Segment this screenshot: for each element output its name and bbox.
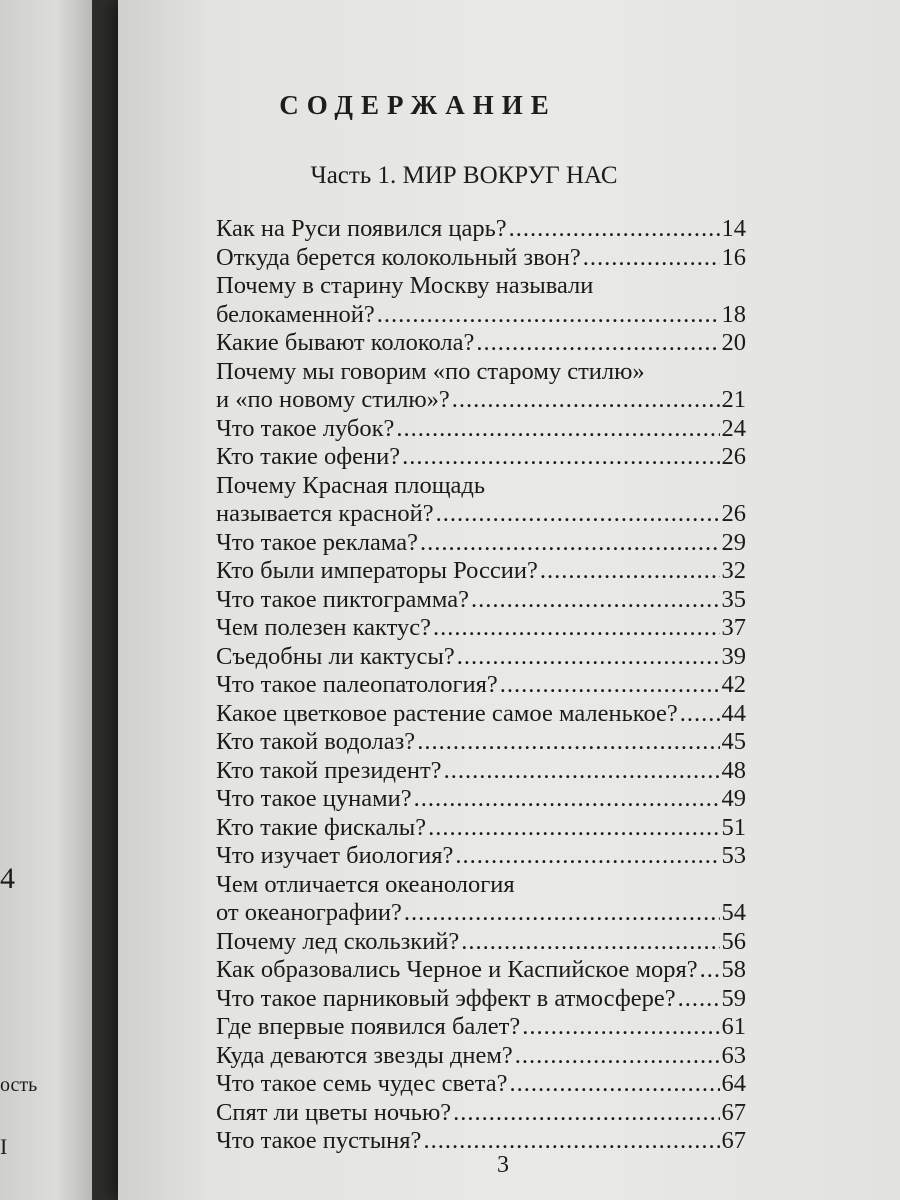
part-heading: Часть 1. МИР ВОКРУГ НАС	[310, 162, 618, 189]
toc-entry-title: Что такое семь чудес света?	[216, 1070, 508, 1097]
dot-leader	[476, 329, 719, 358]
toc-entry	[216, 671, 746, 700]
dot-leader	[402, 443, 719, 472]
toc-entry-row	[216, 1013, 746, 1042]
toc-entry-page: 16	[721, 243, 746, 271]
toc-entry-row	[216, 614, 746, 643]
toc-entry	[216, 1013, 746, 1042]
toc-entry-title: Кто такой президент?	[216, 756, 442, 784]
left-page-fragment: ость	[0, 1074, 38, 1096]
toc-entry-title: белокаменной?	[216, 300, 375, 328]
toc-entry	[216, 557, 746, 586]
toc-entry-title: и «по новому стилю»?	[216, 386, 450, 413]
toc-entry-row	[216, 842, 746, 871]
toc-entry-page: 32	[721, 557, 746, 584]
dot-leader	[461, 928, 719, 957]
toc-entry-page: 20	[721, 329, 746, 356]
toc-entry-title-first-line: Чем отличается океанология	[216, 870, 515, 898]
toc-entry	[216, 1042, 746, 1071]
toc-entry	[216, 472, 746, 529]
toc-entry-title: называется красной?	[216, 500, 434, 527]
dot-leader	[678, 985, 720, 1014]
toc-entry-title: Что такое цунами?	[216, 785, 412, 812]
dot-leader	[453, 1099, 719, 1128]
toc-entry-page: 35	[721, 585, 746, 613]
dot-leader	[515, 1042, 720, 1071]
toc-entry-title: Где впервые появился балет?	[216, 1013, 521, 1040]
toc-entry	[216, 956, 746, 985]
toc-entry	[216, 614, 746, 643]
toc-entry	[216, 272, 746, 329]
dot-leader	[396, 415, 719, 444]
toc-entry-title: Чем полезен кактус?	[216, 614, 432, 641]
toc-entry	[216, 985, 746, 1014]
toc-entry-row	[216, 329, 746, 358]
toc-entry-row	[216, 415, 746, 444]
toc-entry	[216, 842, 746, 871]
toc-entry-page: 45	[721, 728, 746, 755]
left-page-fragment: 4	[0, 862, 15, 895]
toc-entry-title: Что такое парниковый эффект в атмосфере?	[216, 984, 676, 1012]
toc-entry-row	[216, 785, 746, 814]
toc-entry-title: Кто были императоры России?	[216, 557, 538, 584]
toc-entry-title: Спят ли цветы ночью?	[216, 1098, 452, 1126]
page-number: 3	[497, 1152, 509, 1178]
toc-entry-row	[216, 386, 746, 415]
table-of-contents	[216, 215, 746, 1156]
dot-leader	[700, 956, 720, 985]
dot-leader	[471, 586, 720, 615]
toc-entry-page: 42	[721, 671, 746, 698]
dot-leader	[457, 643, 720, 672]
toc-entry-page: 21	[721, 386, 746, 413]
dot-leader	[436, 500, 720, 529]
toc-entry-title: Кто такие фискалы?	[216, 813, 427, 841]
toc-entry-page: 63	[721, 1041, 746, 1069]
toc-entry-row	[216, 643, 746, 672]
toc-entry	[216, 785, 746, 814]
toc-entry	[216, 443, 746, 472]
dot-leader	[377, 301, 720, 330]
toc-entry-page: 64	[721, 1070, 746, 1097]
dot-leader	[414, 785, 720, 814]
toc-entry	[216, 215, 746, 244]
toc-entry-row	[216, 985, 746, 1014]
toc-entry-row	[216, 928, 746, 957]
dot-leader	[540, 557, 720, 586]
toc-entry-row	[216, 500, 746, 529]
toc-entry-title: Как на Руси появился царь?	[216, 215, 507, 242]
toc-entry-page: 18	[721, 300, 746, 328]
toc-entry	[216, 814, 746, 843]
toc-entry-row	[216, 215, 746, 244]
toc-entry-page: 14	[721, 215, 746, 242]
toc-entry-page: 26	[721, 500, 746, 527]
dot-leader	[455, 842, 719, 871]
toc-entry-title: Что такое лубок?	[216, 414, 395, 442]
dot-leader	[500, 671, 720, 700]
dot-leader	[509, 215, 720, 244]
toc-entry-row	[216, 301, 746, 330]
toc-entry	[216, 329, 746, 358]
toc-entry-row	[216, 671, 746, 700]
book-page	[118, 0, 900, 1200]
toc-entry-title: Какое цветковое растение самое маленькое?	[216, 699, 678, 727]
toc-entry-row	[216, 757, 746, 786]
toc-entry	[216, 1070, 746, 1099]
dot-leader	[680, 700, 720, 729]
toc-entry-page: 29	[721, 528, 746, 556]
toc-entry-title: Куда деваются звезды днем?	[216, 1041, 513, 1069]
left-page-fragment: I	[0, 1134, 8, 1159]
toc-entry	[216, 586, 746, 615]
toc-entry	[216, 871, 746, 928]
toc-entry	[216, 728, 746, 757]
toc-entry-page: 49	[721, 785, 746, 812]
toc-entry-row	[216, 1099, 746, 1128]
toc-entry-row	[216, 529, 746, 558]
toc-entry-row	[216, 586, 746, 615]
toc-entry-row	[216, 700, 746, 729]
toc-entry	[216, 1099, 746, 1128]
toc-entry-row	[216, 557, 746, 586]
toc-entry-title-first-line: Почему в старину Москву называли	[216, 272, 594, 299]
toc-entry-row	[216, 1042, 746, 1071]
toc-entry-page: 48	[721, 756, 746, 784]
toc-entry-row	[216, 899, 746, 928]
toc-entry-title: Откуда берется колокольный звон?	[216, 243, 581, 271]
toc-entry-row	[216, 1070, 746, 1099]
toc-entry-title: Что изучает биология?	[216, 842, 454, 869]
toc-entry-page: 61	[721, 1013, 746, 1040]
toc-entry-row	[216, 956, 746, 985]
dot-leader	[444, 757, 720, 786]
dot-leader	[428, 814, 719, 843]
toc-entry-title: Кто такой водолаз?	[216, 728, 416, 755]
dot-leader	[583, 244, 720, 273]
toc-entry-title: Почему лед скользкий?	[216, 927, 460, 955]
toc-entry	[216, 358, 746, 415]
toc-entry-page: 26	[721, 443, 746, 470]
toc-entry-row	[216, 244, 746, 273]
toc-entry-title: Кто такие офени?	[216, 443, 401, 470]
toc-entry-title: Что такое пустыня?	[216, 1127, 422, 1154]
toc-entry-page: 56	[721, 927, 746, 955]
toc-entry	[216, 700, 746, 729]
toc-entry-page: 39	[721, 642, 746, 670]
dot-leader	[420, 529, 720, 558]
toc-entry-page: 67	[721, 1127, 746, 1154]
toc-entry-row	[216, 728, 746, 757]
toc-entry-title: от океанографии?	[216, 899, 402, 926]
toc-entry-page: 44	[721, 699, 746, 727]
toc-entry	[216, 643, 746, 672]
dot-leader	[404, 899, 720, 928]
toc-entry-page: 67	[721, 1098, 746, 1126]
dot-leader	[522, 1013, 719, 1042]
toc-entry-page: 37	[721, 614, 746, 641]
toc-entry-title: Какие бывают колокола?	[216, 329, 475, 356]
toc-entry	[216, 244, 746, 273]
toc-entry-title: Съедобны ли кактусы?	[216, 642, 455, 670]
toc-entry-page: 59	[721, 984, 746, 1012]
toc-entry-page: 24	[721, 414, 746, 442]
toc-entry	[216, 757, 746, 786]
toc-entry-row	[216, 443, 746, 472]
toc-entry-title: Что такое пиктограмма?	[216, 585, 469, 613]
toc-entry	[216, 928, 746, 957]
toc-entry-title: Что такое реклама?	[216, 528, 418, 556]
dot-leader	[452, 386, 720, 415]
toc-entry-title: Как образовались Черное и Каспийское моря?	[216, 956, 698, 983]
toc-entry-page: 51	[721, 813, 746, 841]
toc-entry-page: 54	[721, 899, 746, 926]
toc-entry-row	[216, 814, 746, 843]
dot-leader	[433, 614, 719, 643]
left-page-edge	[0, 0, 92, 1200]
toc-entry-title-first-line: Почему Красная площадь	[216, 471, 486, 499]
toc-entry-title: Что такое палеопатология?	[216, 671, 498, 698]
toc-entry-page: 53	[721, 842, 746, 869]
dot-leader	[510, 1070, 720, 1099]
toc-entry	[216, 415, 746, 444]
toc-entry-title-first-line: Почему мы говорим «по старому стилю»	[216, 357, 645, 385]
dot-leader	[417, 728, 719, 757]
page-title: СОДЕРЖАНИЕ	[279, 90, 557, 120]
toc-entry	[216, 529, 746, 558]
toc-entry-page: 58	[721, 956, 746, 983]
